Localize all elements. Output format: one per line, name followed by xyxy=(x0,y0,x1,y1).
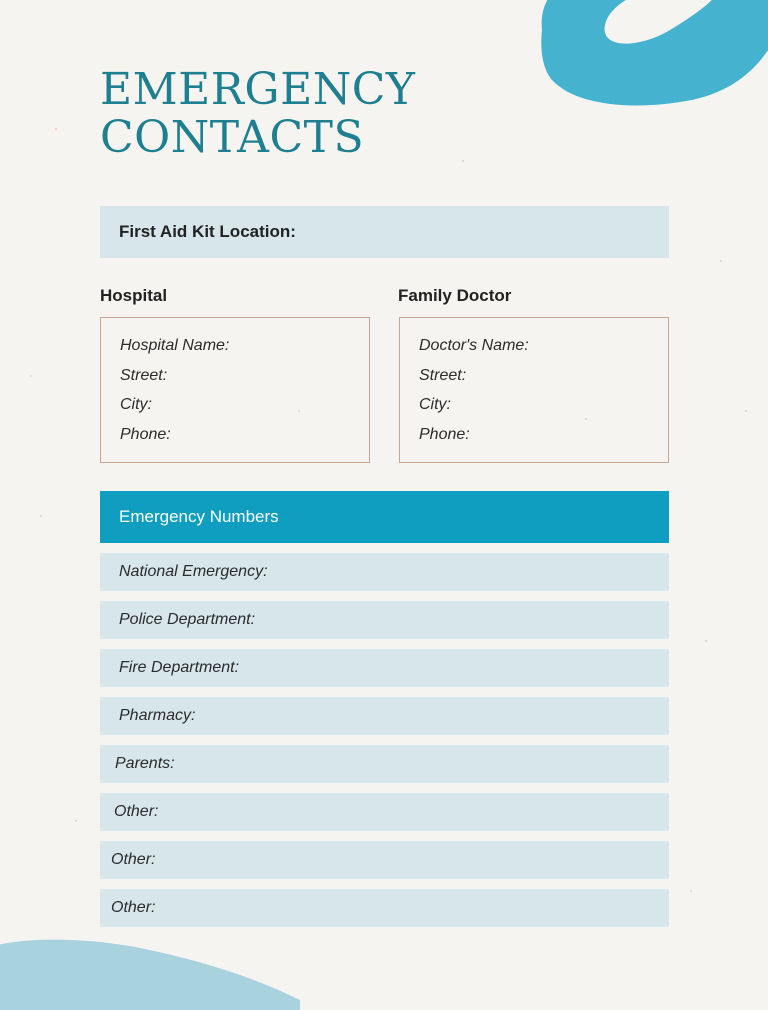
hospital-box xyxy=(100,317,370,463)
other-label-3: Other: xyxy=(111,899,156,916)
other-field-2[interactable] xyxy=(100,841,669,879)
other-field-3[interactable] xyxy=(100,889,669,927)
title-line-2: CONTACTS xyxy=(100,112,365,163)
other-label-2: Other: xyxy=(111,851,156,868)
hospital-city-field[interactable]: City: xyxy=(120,396,152,413)
title-line-1: EMERGENCY xyxy=(100,64,416,115)
pharmacy-label: Pharmacy: xyxy=(119,707,196,724)
fire-department-label: Fire Department: xyxy=(119,659,240,676)
other-field-1[interactable] xyxy=(100,793,669,831)
first-aid-location-label: First Aid Kit Location: xyxy=(119,222,296,241)
national-emergency-label: National Emergency: xyxy=(119,563,268,580)
brush-stroke-top xyxy=(530,0,768,140)
doctor-city-field[interactable]: City: xyxy=(419,396,451,413)
brush-stroke-bottom xyxy=(0,930,300,1010)
emergency-numbers-header xyxy=(100,491,669,543)
doctor-name-field[interactable]: Doctor's Name: xyxy=(419,337,529,354)
doctor-street-field[interactable]: Street: xyxy=(419,366,467,384)
first-aid-location-field[interactable] xyxy=(100,206,669,258)
page-title xyxy=(100,66,415,162)
doctor-phone-field[interactable]: Phone: xyxy=(419,425,470,443)
pharmacy-field[interactable] xyxy=(100,697,669,735)
national-emergency-field[interactable] xyxy=(100,553,669,591)
police-department-label: Police Department: xyxy=(119,611,256,628)
family-doctor-heading: Family Doctor xyxy=(398,286,512,305)
other-label-1: Other: xyxy=(114,803,159,820)
hospital-street-field[interactable]: Street: xyxy=(120,366,168,384)
family-doctor-box xyxy=(399,317,669,463)
emergency-numbers-heading: Emergency Numbers xyxy=(119,507,279,526)
hospital-name-field[interactable]: Hospital Name: xyxy=(120,337,230,354)
parents-field[interactable] xyxy=(100,745,669,783)
fire-department-field[interactable] xyxy=(100,649,669,687)
hospital-phone-field[interactable]: Phone: xyxy=(120,425,171,443)
parents-label: Parents: xyxy=(115,755,175,772)
hospital-heading: Hospital xyxy=(100,286,168,305)
police-department-field[interactable] xyxy=(100,601,669,639)
